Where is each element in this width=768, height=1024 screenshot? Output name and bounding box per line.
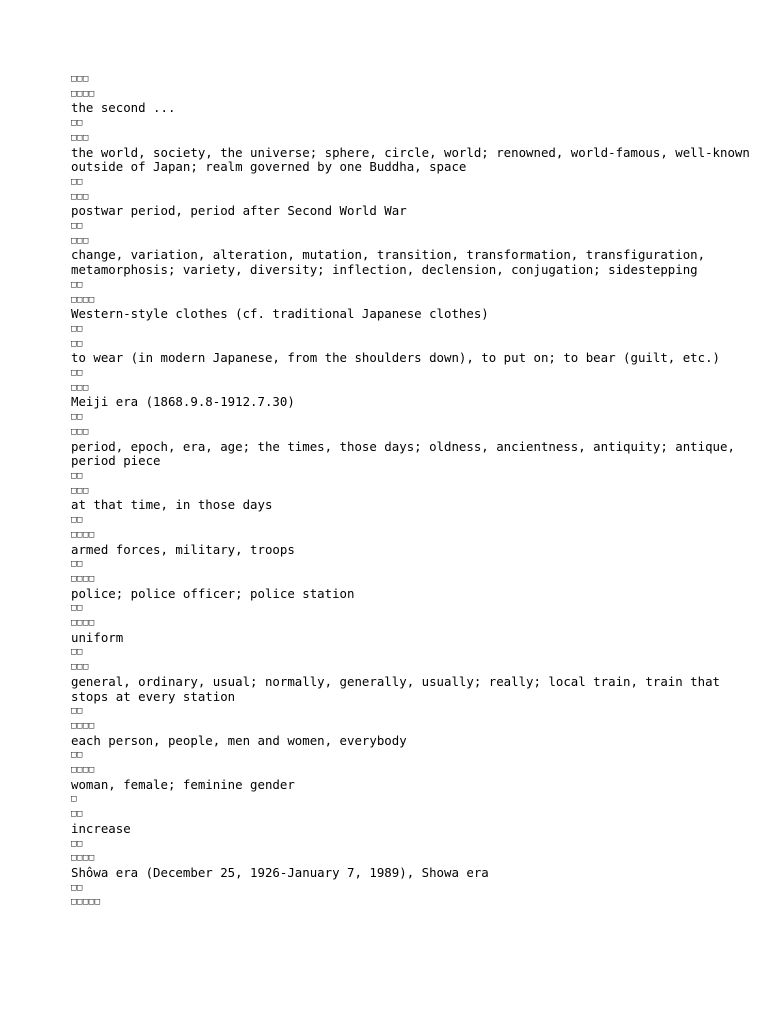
entry-reading: □□□□ bbox=[71, 720, 95, 731]
entry-meaning: police; police officer; police station bbox=[71, 585, 355, 601]
entry-kanji: □□ bbox=[71, 323, 83, 334]
vocabulary-document bbox=[71, 72, 758, 910]
vocab-entry bbox=[71, 645, 751, 704]
entry-meaning: armed forces, military, troops bbox=[71, 541, 295, 557]
entry-reading: □□ bbox=[71, 338, 83, 349]
entry-reading: □□□□ bbox=[71, 765, 95, 776]
entry-kanji: □□ bbox=[71, 750, 83, 761]
entry-reading: □□□□ bbox=[71, 853, 95, 864]
entry-meaning: period, epoch, era, age; the times, those days; oldness, ancientness, antiquity; antique, period piece bbox=[71, 438, 743, 469]
entry-kanji: □□ bbox=[71, 706, 83, 717]
entry-kanji: □□ bbox=[71, 647, 83, 658]
vocab-entry bbox=[71, 792, 751, 836]
vocab-entry bbox=[71, 72, 751, 116]
entry-kanji: □ bbox=[71, 794, 77, 805]
entry-reading: □□□□ bbox=[71, 618, 95, 629]
vocab-entry bbox=[71, 322, 751, 366]
entry-reading: □□□ bbox=[71, 132, 89, 143]
entry-kanji: □□ bbox=[71, 368, 83, 379]
vocab-entry bbox=[71, 881, 751, 910]
entry-reading: □□□ bbox=[71, 485, 89, 496]
vocab-entry bbox=[71, 513, 751, 557]
entry-meaning: general, ordinary, usual; normally, generally, usually; really; local train, train that stops at every station bbox=[71, 673, 728, 704]
entry-meaning: Meiji era (1868.9.8-1912.7.30) bbox=[71, 394, 295, 410]
vocab-entry bbox=[71, 116, 758, 175]
entry-kanji: □□ bbox=[71, 412, 83, 423]
entry-reading: □□□□ bbox=[71, 573, 95, 584]
entry-kanji: □□ bbox=[71, 838, 83, 849]
entry-kanji: □□ bbox=[71, 470, 83, 481]
entry-reading: □□□ bbox=[71, 382, 89, 393]
vocab-entry bbox=[71, 469, 751, 513]
entry-meaning: change, variation, alteration, mutation, transition, transformation, transfiguration, metamorphosis; variety, diversity; inflection, declension, conjugation; sidestepping bbox=[71, 247, 713, 278]
vocab-entry bbox=[71, 175, 751, 219]
entry-reading: □□□ bbox=[71, 191, 89, 202]
vocab-entry bbox=[71, 410, 751, 469]
entry-meaning: each person, people, men and women, everybody bbox=[71, 732, 407, 748]
entry-kanji: □□ bbox=[71, 559, 83, 570]
vocab-entry bbox=[71, 837, 751, 881]
entry-meaning: Shôwa era (December 25, 1926-January 7, 1989), Showa era bbox=[71, 864, 489, 880]
entry-kanji: □□ bbox=[71, 221, 83, 232]
entry-kanji: □□ bbox=[71, 515, 83, 526]
vocab-entry bbox=[71, 278, 751, 322]
entry-kanji: □□ bbox=[71, 118, 83, 129]
entry-kanji: □□ bbox=[71, 603, 83, 614]
entry-kanji: □□ bbox=[71, 176, 83, 187]
entry-reading: □□□ bbox=[71, 662, 89, 673]
vocab-entry bbox=[71, 704, 751, 748]
entry-meaning: postwar period, period after Second World War bbox=[71, 203, 407, 219]
entry-meaning: to wear (in modern Japanese, from the shoulders down), to put on; to bear (guilt, etc.) bbox=[71, 350, 721, 366]
vocab-entry bbox=[71, 557, 751, 601]
entry-reading: □□□□□ bbox=[71, 897, 101, 908]
entry-reading: □□□□ bbox=[71, 529, 95, 540]
entry-kanji: □□□ bbox=[71, 74, 89, 84]
entry-meaning: woman, female; feminine gender bbox=[71, 776, 295, 792]
entry-reading: □□□□ bbox=[71, 88, 95, 99]
entry-kanji: □□ bbox=[71, 279, 83, 290]
entry-reading: □□ bbox=[71, 809, 83, 820]
entry-kanji: □□ bbox=[71, 882, 83, 893]
entry-reading: □□□ bbox=[71, 235, 89, 246]
vocab-entry bbox=[71, 219, 751, 278]
vocab-entry bbox=[71, 748, 751, 792]
entry-meaning: the world, society, the universe; sphere, circle, world; renowned, world-famous, well-known outside of Japan; realm governed by one Buddha, space bbox=[71, 144, 758, 175]
entry-meaning: the second ... bbox=[71, 100, 176, 116]
entry-meaning: uniform bbox=[71, 629, 124, 645]
entry-reading: □□□ bbox=[71, 426, 89, 437]
entry-meaning: Western-style clothes (cf. traditional Japanese clothes) bbox=[71, 306, 489, 322]
vocab-entry bbox=[71, 366, 751, 410]
vocab-entry bbox=[71, 601, 751, 645]
entry-reading: □□□□ bbox=[71, 294, 95, 305]
entry-meaning: at that time, in those days bbox=[71, 497, 273, 513]
entry-meaning: increase bbox=[71, 820, 131, 836]
